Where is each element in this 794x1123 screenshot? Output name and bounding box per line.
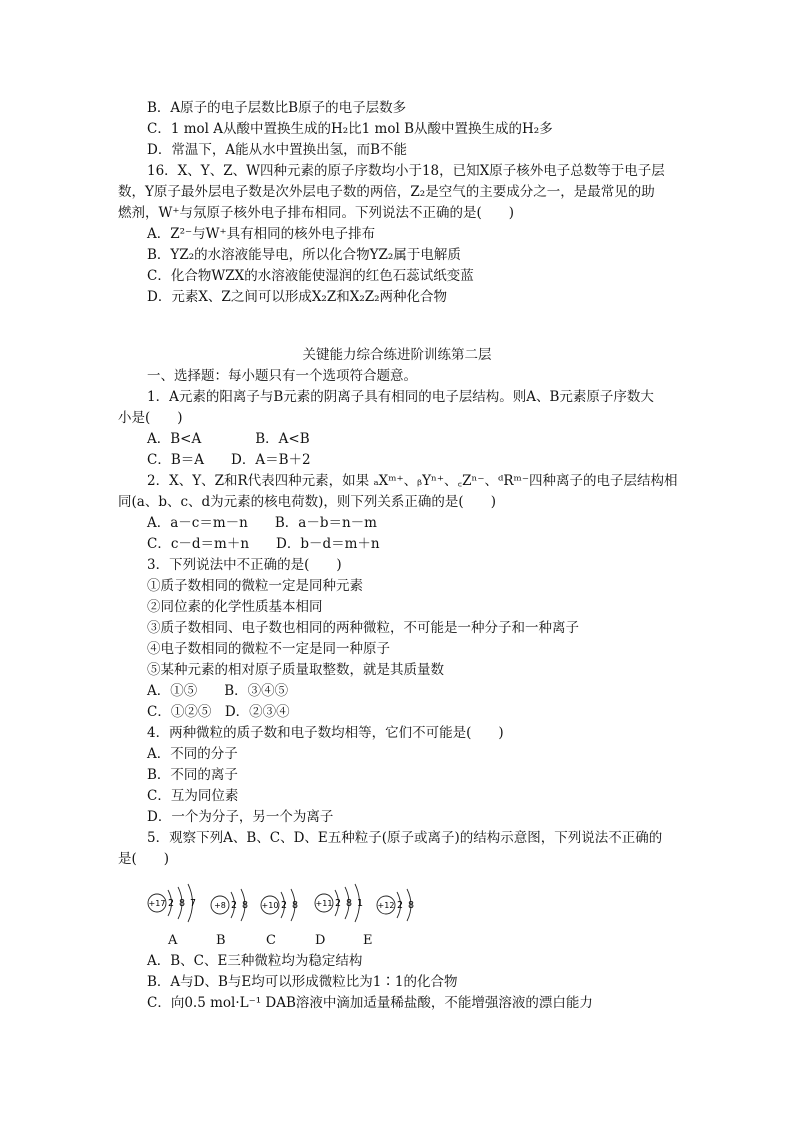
atom-d-shell-2: 8: [345, 898, 353, 909]
atom-e-nucleus: +12: [377, 901, 395, 910]
atom-e-shell-1: 2: [396, 900, 404, 911]
atom-diagram-c: [259, 884, 311, 924]
atom-c-shell-1: 2: [280, 900, 288, 911]
atom-a-shell-3: 7: [189, 898, 197, 909]
atom-c-nucleus: +10: [261, 901, 279, 910]
q3-statement-1: ①质子数相同的微粒一定是同种元素: [147, 578, 363, 594]
section-title: 关键能力综合练进阶训练第二层: [302, 347, 492, 363]
q1-options-ab: A．B<A B．A<B: [147, 431, 310, 447]
atom-b-nucleus: +8: [214, 901, 226, 910]
q3-stem: 3．下列说法中不正确的是( ): [147, 557, 342, 573]
q3-options-cd: C．①②⑤ D．②③④: [147, 704, 290, 720]
section-heading: 一、选择题：每小题只有一个选项符合题意。: [147, 368, 417, 384]
atom-label-a: A: [168, 933, 178, 948]
q1-stem-line1: 1．A元素的阳离子与B元素的阴离子具有相同的电子层结构。则A、B元素原子序数大: [147, 389, 654, 405]
q4-option-a: A．不同的分子: [147, 746, 238, 762]
atom-diagram-d: [313, 884, 375, 924]
atom-c-shell-2: 8: [291, 900, 299, 911]
q2-stem-line2: 同(a、b、c、d为元素的核电荷数)，则下列关系正确的是( ): [118, 494, 496, 510]
atom-label-b: B: [216, 933, 226, 948]
q5-option-b: B．A与D、B与E均可以形成微粒比为1∶1的化合物: [147, 974, 458, 990]
atom-d-shell-1: 2: [334, 898, 342, 909]
q1-stem-line2: 小是( ): [118, 410, 183, 426]
q3-statement-4: ④电子数相同的微粒不一定是同一种原子: [147, 641, 390, 657]
atom-a-shell-1: 2: [167, 898, 175, 909]
atom-d-nucleus: +11: [315, 899, 333, 908]
q3-statement-5: ⑤某种元素的相对原子质量取整数，就是其质量数: [147, 662, 444, 678]
q5-stem-line1: 5．观察下列A、B、C、D、E五种粒子(原子或离子)的结构示意图，下列说法不正确的: [147, 830, 663, 846]
q16-stem-line2: 数，Y原子最外层电子数是次外层电子数的两倍，Z₂是空气的主要成分之一，是最常见的助: [118, 184, 655, 200]
atom-b-shell-2: 8: [241, 900, 249, 911]
q16-option-a: A．Z²⁻与W⁺具有相同的核外电子排布: [147, 226, 376, 242]
q1-options-cd: C．B＝A D．A＝B＋2: [147, 452, 311, 468]
atom-diagram-b: [209, 884, 261, 924]
q15-option-b: B．A原子的电子层数比B原子的电子层数多: [147, 100, 407, 116]
q5-option-a: A．B、C、E三种微粒均为稳定结构: [147, 953, 363, 969]
q16-stem-line1: 16．X、Y、Z、W四种元素的原子序数均小于18，已知X原子核外电子总数等于电子层: [147, 163, 665, 179]
q3-statement-2: ②同位素的化学性质基本相同: [147, 599, 323, 615]
q3-options-ab: A．①⑤ B．③④⑤: [147, 683, 289, 699]
q5-option-c: C．向0.5 mol·L⁻¹ DAB溶液中滴加适量稀盐酸，不能增强溶液的漂白能力: [147, 995, 593, 1011]
q2-options-cd: C．c－d＝m＋n D．b－d＝m＋n: [147, 536, 380, 552]
q5-stem-line2: 是( ): [118, 851, 170, 867]
q16-option-c: C．化合物WZX的水溶液能使湿润的红色石蕊试纸变蓝: [147, 268, 474, 284]
atom-diagram-e: [375, 884, 427, 924]
q2-stem-line1: 2．X、Y、Z和R代表四种元素，如果 ₐXᵐ⁺、ᵦYⁿ⁺、꜀Zⁿ⁻、ᵈRᵐ⁻四种离子的电子层结构相: [147, 473, 678, 489]
atom-label-c: C: [266, 933, 276, 948]
q16-option-b: B．YZ₂的水溶液能导电，所以化合物YZ₂属于电解质: [147, 247, 461, 263]
atom-label-d: D: [315, 933, 326, 948]
q15-option-d: D．常温下，A能从水中置换出氢，而B不能: [147, 142, 407, 158]
q4-option-b: B．不同的离子: [147, 767, 238, 783]
q15-option-c: C．1 mol A从酸中置换生成的H₂比1 mol B从酸中置换生成的H₂多: [147, 121, 553, 137]
atom-a-nucleus: +17: [148, 899, 166, 908]
atom-a-shell-2: 8: [178, 898, 186, 909]
atom-d-shell-3: 1: [356, 898, 364, 909]
q4-option-c: C．互为同位素: [147, 788, 239, 804]
q16-option-d: D．元素X、Z之间可以形成X₂Z和X₂Z₂两种化合物: [147, 289, 448, 305]
q4-stem: 4．两种微粒的质子数和电子数均相等，它们不可能是( ): [147, 725, 504, 741]
atom-label-e: E: [363, 933, 373, 948]
atom-diagram-a: [146, 884, 208, 924]
atom-b-shell-1: 2: [230, 900, 238, 911]
q4-option-d: D．一个为分子，另一个为离子: [147, 809, 334, 825]
q16-stem-line3: 燃剂，W⁺与氖原子核外电子排布相同。下列说法不正确的是( ): [118, 205, 515, 221]
q2-options-ab: A．a－c＝m－n B．a－b＝n－m: [147, 515, 377, 531]
atom-e-shell-2: 8: [407, 900, 415, 911]
q3-statement-3: ③质子数相同、电子数也相同的两种微粒，不可能是一种分子和一种离子: [147, 620, 579, 636]
